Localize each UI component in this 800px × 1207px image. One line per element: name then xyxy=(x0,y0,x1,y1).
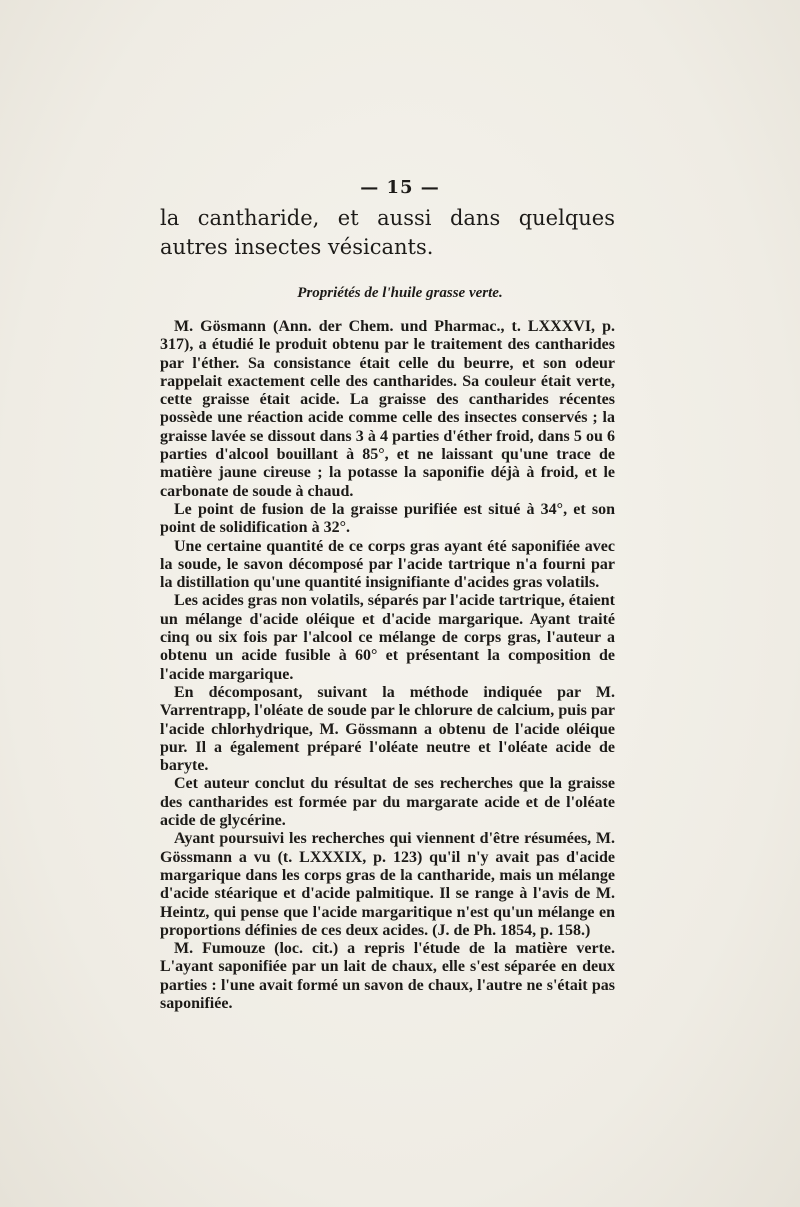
page-number: — 15 — xyxy=(360,177,440,198)
paragraph: Le point de fusion de la graisse purifiée est situé à 34°, et son point de solidification à 32°. xyxy=(160,500,615,537)
paragraph: M. Gösmann (Ann. der Chem. und Pharmac., t. LXXXVI, p. 317), a étudié le produit obtenu par le traitement des cantharides par l'éther. Sa consistance était celle du beurre, et son odeur rappelait exactement celle des cantharides. Sa couleur était verte, cette graisse était acide. La graisse des cantharides récentes possède une réaction acide comme celle des insectes conservés ; la graisse lavée se dissout dans 3 à 4 parties d'éther froid, dans 5 ou 6 parties d'alcool bouillant à 85°, et ne laissant qu'une trace de matière jaune cireuse ; la potasse la saponifie déjà à froid, et le carbonate de soude à chaud. xyxy=(160,318,615,500)
paragraph: M. Fumouze (loc. cit.) a repris l'étude de la matière verte. L'ayant saponifiée par un lait de chaux, elle s'est séparée en deux parties : l'une avait formé un savon de chaux, l'autre ne s'était pas saponifiée. xyxy=(160,940,615,1012)
paragraph: En décomposant, suivant la méthode indiquée par M. Varrentrapp, l'oléate de soude par le chlorure de calcium, puis par l'acide chlorhydrique, M. Gössmann a obtenu de l'acide oléique pur. Il a également préparé l'oléate neutre et l'oléate acide de baryte. xyxy=(160,683,615,775)
paragraph: Cet auteur conclut du résultat de ses recherches que la graisse des cantharides est formée par du margarate acide et de l'oléate acide de glycérine. xyxy=(160,775,615,830)
paragraph: Ayant poursuivi les recherches qui viennent d'être résumées, M. Gössmann a vu (t. LXXXIX, p. 123) qu'il n'y avait pas d'acide margarique dans les corps gras de la cantharide, mais un mélange d'acide stéarique et d'acide palmitique. Il se range à l'avis de M. Heintz, qui pense que l'acide margaritique n'est qu'un mélange en proportions définies de ces deux acides. (J. de Ph. 1854, p. 158.) xyxy=(160,830,615,939)
paragraph: Les acides gras non volatils, séparés par l'acide tartrique, étaient un mélange d'acide oléique et d'acide margarique. Ayant traité cinq ou six fois par l'alcool ce mélange de corps gras, l'auteur a obtenu un acide fusible à 60° et présentant la composition de l'acide margarique. xyxy=(160,592,615,683)
lead-paragraph: la cantharide, et aussi dans quelques autres insectes vésicants. xyxy=(160,206,615,259)
section-heading: Propriétés de l'huile grasse verte. xyxy=(297,285,503,301)
paragraph: Une certaine quantité de ce corps gras ayant été saponifiée avec la soude, le savon décomposé par l'acide tartrique n'a fourni par la distillation qu'une quantité insignifiante d'acides gras volatils. xyxy=(160,537,615,592)
body-text xyxy=(160,318,615,1013)
